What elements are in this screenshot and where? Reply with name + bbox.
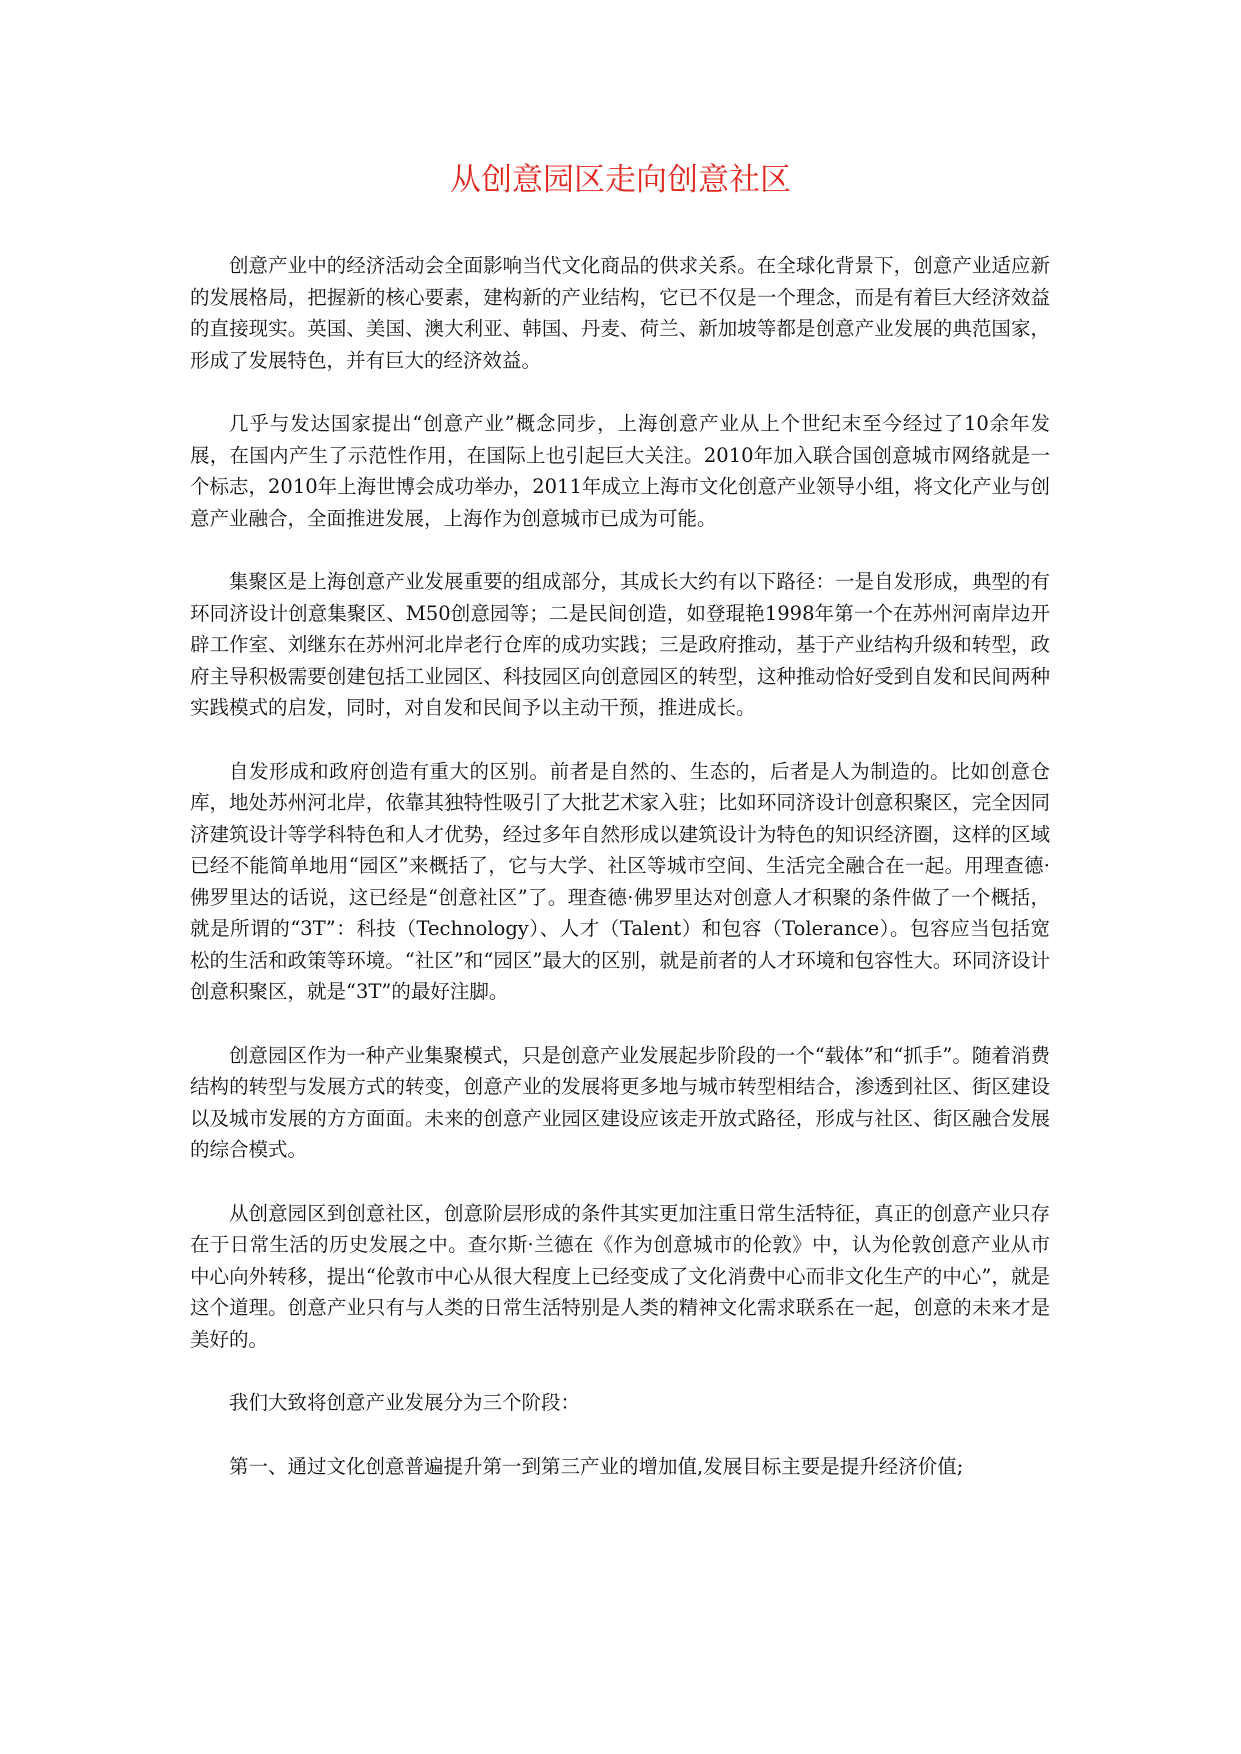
paragraph-7: 我们大致将创意产业发展分为三个阶段：: [229, 1391, 581, 1414]
paragraph-6: 从创意园区到创意社区，创意阶层形成的条件其实更加注重日常生活特征，真正的创意产业只存在于日常生活的历史发展之中。查尔斯·兰德在《作为创意城市的伦敦》中，认为伦敦创意产业从市中心向外转移，提出“伦敦市中心从很大程度上已经变成了文化消费中心而非文化生产的中心”，就是这个道理。创意产业只有与人类的日常生活特别是人类的精神文化需求联系在一起，创意的未来才是美好的。: [190, 1201, 1050, 1351]
document-body: [190, 250, 1050, 1514]
paragraph-8: 第一、通过文化创意普遍提升第一到第三产业的增加值,发展目标主要是提升经济价值;: [229, 1454, 964, 1478]
paragraph-3: 集聚区是上海创意产业发展重要的组成部分，其成长大约有以下路径：一是自发形成，典型的有环同济设计创意集聚区、M50创意园等；二是民间创造，如登琨艳1998年第一个在苏州河南岸边开辟工作室、刘继东在苏州河北岸老行仓库的成功实践；三是政府推动，基于产业结构升级和转型，政府主导积极需要创建包括工业园区、科技园区向创意园区的转型，这种推动恰好受到自发和民间两种实践模式的启发，同时，对自发和民间予以主动干预，推进成长。: [190, 570, 1050, 719]
paragraph-1: 创意产业中的经济活动会全面影响当代文化商品的供求关系。在全球化背景下，创意产业适应新的发展格局，把握新的核心要素，建构新的产业结构，它已不仅是一个理念，而是有着巨大经济效益的直接现实。英国、美国、澳大利亚、韩国、丹麦、荷兰、新加坡等都是创意产业发展的典范国家，形成了发展特色，并有巨大的经济效益。: [190, 254, 1050, 372]
document-title: 从创意园区走向创意社区: [450, 162, 791, 198]
paragraph-5: 创意园区作为一种产业集聚模式，只是创意产业发展起步阶段的一个“载体”和“抓手”。随着消费结构的转型与发展方式的转变，创意产业的发展将更多地与城市转型相结合，渗透到社区、街区建设以及城市发展的方方面面。未来的创意产业园区建设应该走开放式路径，形成与社区、街区融合发展的综合模式。: [190, 1043, 1050, 1161]
paragraph-2: 几乎与发达国家提出“创意产业”概念同步，上海创意产业从上个世纪末至今经过了10余年发展，在国内产生了示范性作用，在国际上也引起巨大关注。2010年加入联合国创意城市网络就是一个标志，2010年上海世博会成功举办，2011年成立上海市文化创意产业领导小组，将文化产业与创意产业融合，全面推进发展，上海作为创意城市已成为可能。: [190, 412, 1050, 530]
paragraph-4: 自发形成和政府创造有重大的区别。前者是自然的、生态的，后者是人为制造的。比如创意仓库，地处苏州河北岸，依靠其独特性吸引了大批艺术家入驻；比如环同济设计创意积聚区，完全因同济建筑设计等学科特色和人才优势，经过多年自然形成以建筑设计为特色的知识经济圈，这样的区域已经不能简单地用“园区”来概括了，它与大学、社区等城市空间、生活完全融合在一起。用理查德·佛罗里达的话说，这已经是“创意社区”了。理查德·佛罗里达对创意人才积聚的条件做了一个概括，就是所谓的“3T”：科技（Technology）、人才（Talent）和包容（Tolerance）。包容应当包括宽松的生活和政策等环境。“社区”和“园区”最大的区别，就是前者的人才环境和包容性大。环同济设计创意积聚区，就是“3T”的最好注脚。: [190, 759, 1050, 1003]
